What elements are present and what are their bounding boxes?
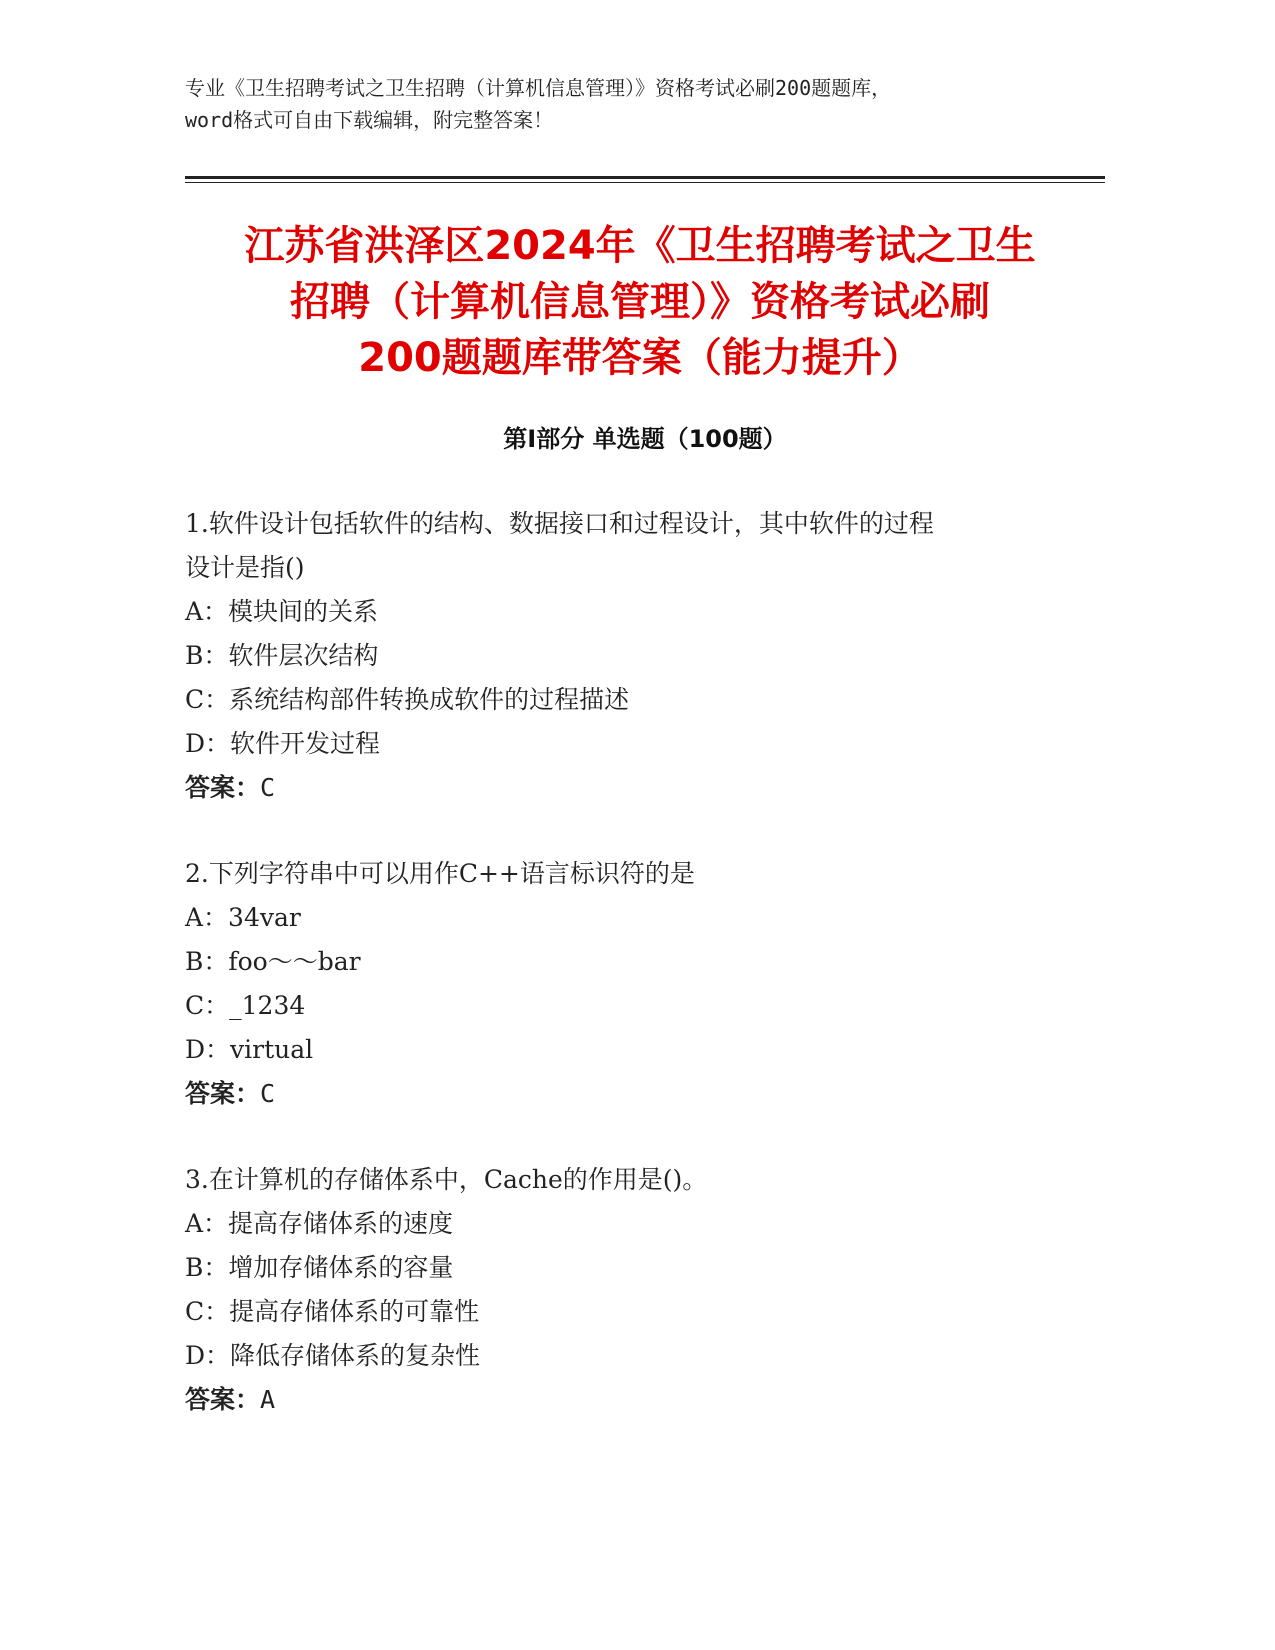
question-stem <box>185 502 1105 590</box>
header-divider-thin <box>185 182 1105 183</box>
header-note <box>185 72 1105 136</box>
question-stem-line: 2.下列字符串中可以用作C++语言标识符的是 <box>185 859 695 888</box>
option-c: C：系统结构部件转换成软件的过程描述 <box>185 685 630 714</box>
header-note-line: 专业《卫生招聘考试之卫生招聘（计算机信息管理）》资格考试必刷200题题库， <box>185 76 892 100</box>
option-c: C：_1234 <box>185 991 306 1020</box>
answer-value: A <box>260 1385 276 1414</box>
answer-line <box>185 766 1105 810</box>
option-d: D：降低存储体系的复杂性 <box>185 1341 481 1370</box>
question-stem-line: 3.在计算机的存储体系中，Cache的作用是()。 <box>185 1165 708 1194</box>
option-b: B：软件层次结构 <box>185 641 379 670</box>
answer-line <box>185 1378 1105 1422</box>
question-stem-line: 1.软件设计包括软件的结构、数据接口和过程设计，其中软件的过程 <box>185 509 934 538</box>
option-d: D：virtual <box>185 1035 314 1064</box>
option-c: C：提高存储体系的可靠性 <box>185 1297 480 1326</box>
option-d: D：软件开发过程 <box>185 729 381 758</box>
answer-label: 答案： <box>185 1079 261 1108</box>
document-title <box>160 218 1120 386</box>
answer-value: C <box>260 1079 276 1108</box>
answer-line <box>185 1072 1105 1116</box>
title-line: 江苏省洪泽区2024年《卫生招聘考试之卫生 <box>244 223 1036 269</box>
question-stem <box>185 852 1105 896</box>
option-a: A：提高存储体系的速度 <box>185 1209 454 1238</box>
option-a: A：模块间的关系 <box>185 597 379 626</box>
answer-value: C <box>260 773 276 802</box>
header-note-line: word格式可自由下载编辑，附完整答案！ <box>185 108 554 132</box>
question-3 <box>185 1158 1105 1422</box>
title-line: 200题题库带答案（能力提升） <box>358 335 922 381</box>
answer-label: 答案： <box>185 1385 261 1414</box>
title-line: 招聘（计算机信息管理）》资格考试必刷 <box>290 279 990 325</box>
question-2 <box>185 852 1105 1116</box>
section-heading: 第I部分 单选题（100题） <box>503 425 787 453</box>
answer-label: 答案： <box>185 773 261 802</box>
option-a: A：34var <box>185 903 301 932</box>
header-divider-thick <box>185 176 1105 179</box>
question-stem-line: 设计是指() <box>185 553 305 582</box>
option-b: B：foo～～bar <box>185 947 361 976</box>
option-b: B：增加存储体系的容量 <box>185 1253 454 1282</box>
question-stem <box>185 1158 1105 1202</box>
question-1 <box>185 502 1105 810</box>
